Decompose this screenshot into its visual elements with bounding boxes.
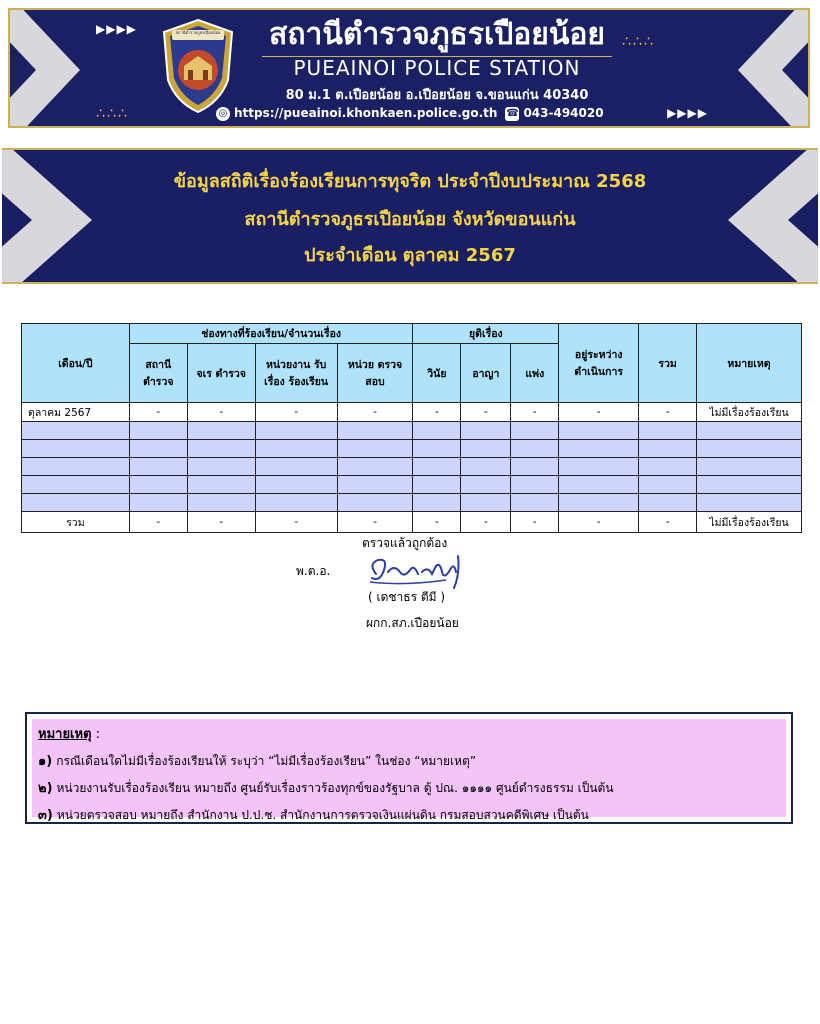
total-cell: -	[559, 512, 639, 533]
remarks-title: หมายเหตุ	[38, 727, 92, 742]
report-title-banner	[2, 148, 818, 284]
signer-rank: พ.ต.อ.	[296, 564, 331, 578]
row-cell: -	[129, 403, 187, 422]
chevron-decoration-left	[8, 8, 80, 128]
station-contact	[216, 106, 604, 121]
table-row	[22, 403, 802, 422]
remark-number: ๒)	[38, 781, 53, 796]
header-audit-unit: หน่วย ตรวจสอบ	[337, 344, 413, 403]
row-cell: -	[337, 403, 413, 422]
arrows-decoration-top: ▶▶▶▶	[96, 22, 137, 36]
arrows-decoration-bottom: ▶▶▶▶	[667, 106, 708, 120]
table-header-row	[22, 324, 802, 344]
remarks-content	[32, 719, 786, 823]
total-cell: -	[129, 512, 187, 533]
dots-decoration-bottom: ∴∴∴	[96, 106, 129, 122]
table-row-empty	[22, 422, 802, 440]
station-phone: 043-494020	[523, 106, 604, 120]
remarks-box	[25, 712, 793, 824]
station-title-english: PUEAINOI POLICE STATION	[293, 56, 581, 80]
header-station: สถานี ตำรวจ	[129, 344, 187, 403]
handwritten-signature	[364, 552, 474, 592]
chevron-decoration-right	[738, 8, 810, 128]
table-row-empty	[22, 440, 802, 458]
total-cell: -	[413, 512, 461, 533]
header-discipline: วินัย	[413, 344, 461, 403]
remark-number: ๑)	[38, 754, 53, 769]
report-title-line-2: สถานีตำรวจภูธรเปือยน้อย จังหวัดขอนแก่น	[244, 209, 576, 230]
station-header-banner	[8, 8, 810, 128]
report-title-line-3: ประจำเดือน ตุลาคม 2567	[304, 245, 516, 266]
header-channels-group: ช่องทางที่ร้องเรียน/จำนวนเรื่อง	[129, 324, 413, 344]
remarks-title-colon: :	[91, 727, 101, 742]
total-cell: -	[511, 512, 559, 533]
signer-name: ( เดชาธร ตีมี )	[368, 590, 446, 604]
station-address: 80 ม.1 ต.เปือยน้อย อ.เปือยน้อย จ.ขอนแก่น 40340	[285, 88, 589, 103]
remark-text: หน่วยตรวจสอบ หมายถึง สำนักงาน ป.ป.ช. สำนักงานการตรวจเงินแผ่นดิน กรมสอบสวนคดีพิเศษ เป็นต้น	[56, 808, 589, 822]
verified-label: ตรวจแล้วถูกต้อง	[362, 536, 448, 550]
row-cell: -	[511, 403, 559, 422]
station-title-thai: สถานีตำรวจภูธรเปือยน้อย	[269, 17, 605, 52]
total-cell: -	[187, 512, 255, 533]
row-cell: -	[461, 403, 511, 422]
dots-decoration-top: ∴∴∴	[622, 34, 655, 50]
complaint-statistics-table	[21, 323, 802, 533]
station-website[interactable]: https://pueainoi.khonkaen.police.go.th	[234, 106, 498, 120]
header-in-progress: อยู่ระหว่าง ดำเนินการ	[559, 324, 639, 403]
row-month: ตุลาคม 2567	[22, 403, 130, 422]
header-month: เดือน/ปี	[22, 324, 130, 403]
total-cell: -	[639, 512, 697, 533]
remark-item	[38, 804, 780, 825]
remark-item	[38, 750, 780, 771]
total-label: รวม	[22, 512, 130, 533]
total-cell: -	[461, 512, 511, 533]
total-remark: ไม่มีเรื่องร้องเรียน	[697, 512, 802, 533]
table-row-empty	[22, 494, 802, 512]
header-criminal: อาญา	[461, 344, 511, 403]
row-cell: -	[639, 403, 697, 422]
row-cell: -	[559, 403, 639, 422]
remark-text: หน่วยงานรับเรื่องร้องเรียน หมายถึง ศูนย์รับเรื่องราวร้องทุกข์ของรัฐบาล ตู้ ปณ. ๑๑๑๑ ศูนย์ดำรงธรรม เป็นต้น	[56, 781, 614, 795]
total-cell: -	[337, 512, 413, 533]
globe-icon: ◎	[216, 107, 230, 121]
table-total-row	[22, 512, 802, 533]
signer-position: ผกก.สภ.เปือยน้อย	[366, 616, 459, 630]
row-remark: ไม่มีเรื่องร้องเรียน	[697, 403, 802, 422]
row-cell: -	[187, 403, 255, 422]
total-cell: -	[255, 512, 337, 533]
header-total: รวม	[639, 324, 697, 403]
header-civil: แพ่ง	[511, 344, 559, 403]
header-resolved-group: ยุติเรื่อง	[413, 324, 559, 344]
remark-text: กรณีเดือนใดไม่มีเรื่องร้องเรียนให้ ระบุว่า “ไม่มีเรื่องร้องเรียน” ในช่อง “หมายเหตุ”	[56, 754, 477, 768]
table-row-empty	[22, 458, 802, 476]
row-cell: -	[413, 403, 461, 422]
report-title-line-1: ข้อมูลสถิติเรื่องร้องเรียนการทุจริต ประจำปีงบประมาณ 2568	[173, 171, 647, 192]
badge-label: สถานีตำรวจภูธรเปือยน้อย	[175, 30, 221, 35]
header-complaint-unit: หน่วยงาน รับเรื่อง ร้องเรียน	[255, 344, 337, 403]
table-row-empty	[22, 476, 802, 494]
header-patrol: จเร ตำรวจ	[187, 344, 255, 403]
remark-item	[38, 777, 780, 798]
phone-icon: ☎	[506, 107, 519, 119]
remark-number: ๓)	[38, 808, 53, 823]
header-remark: หมายเหตุ	[697, 324, 802, 403]
row-cell: -	[255, 403, 337, 422]
